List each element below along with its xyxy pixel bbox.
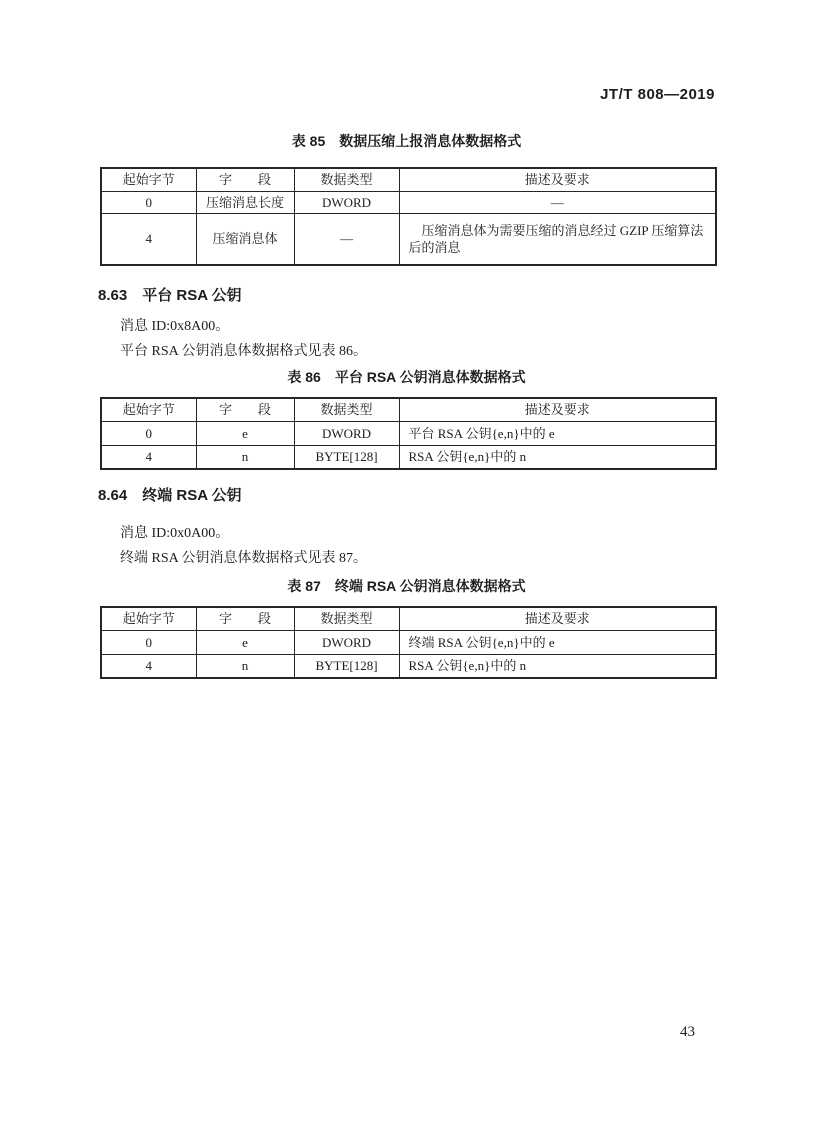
table-87-caption: 表 87 终端 RSA 公钥消息体数据格式 <box>287 578 526 594</box>
cell-data-type: DWORD <box>294 191 399 213</box>
cell-description: 终端 RSA 公钥{e,n}中的 e <box>399 630 716 654</box>
cell-data-type: DWORD <box>294 630 399 654</box>
cell-start-byte: 4 <box>101 654 196 678</box>
table-row <box>101 445 716 469</box>
cell-data-type: BYTE[128] <box>294 445 399 469</box>
cell-field: n <box>196 445 294 469</box>
table-row <box>101 213 716 265</box>
cell-field: e <box>196 421 294 445</box>
col-header-field: 字 段 <box>196 398 294 421</box>
running-header: JT/T 808—2019 <box>600 86 715 103</box>
table-85-header-row <box>101 168 716 191</box>
paragraph-table-ref: 终端 RSA 公钥消息体数据格式见表 87。 <box>120 551 367 566</box>
paragraph-message-id: 消息 ID:0x0A00。 <box>120 526 230 541</box>
col-header-data-type: 数据类型 <box>294 168 399 191</box>
table-row <box>101 191 716 213</box>
paragraph-message-id: 消息 ID:0x8A00。 <box>120 319 230 334</box>
cell-field: e <box>196 630 294 654</box>
cell-start-byte: 0 <box>101 630 196 654</box>
cell-start-byte: 4 <box>101 213 196 265</box>
col-header-start-byte: 起始字节 <box>101 607 196 630</box>
cell-description: — <box>399 191 716 213</box>
cell-description: RSA 公钥{e,n}中的 n <box>399 654 716 678</box>
table-row <box>101 630 716 654</box>
cell-data-type: BYTE[128] <box>294 654 399 678</box>
cell-start-byte: 4 <box>101 445 196 469</box>
cell-start-byte: 0 <box>101 191 196 213</box>
col-header-start-byte: 起始字节 <box>101 168 196 191</box>
table-87-header-row <box>101 607 716 630</box>
table-85-caption: 表 85 数据压缩上报消息体数据格式 <box>291 133 522 149</box>
table-87 <box>100 606 717 679</box>
col-header-field: 字 段 <box>196 607 294 630</box>
col-header-description: 描述及要求 <box>399 168 716 191</box>
cell-description: 压缩消息体为需要压缩的消息经过 GZIP 压缩算法后的消息 <box>399 213 716 265</box>
cell-field: 压缩消息体 <box>196 213 294 265</box>
section-heading-8-64: 8.64 终端 RSA 公钥 <box>98 487 242 504</box>
paragraph-table-ref: 平台 RSA 公钥消息体数据格式见表 86。 <box>120 344 367 359</box>
page-number: 43 <box>680 1024 695 1040</box>
col-header-data-type: 数据类型 <box>294 607 399 630</box>
cell-start-byte: 0 <box>101 421 196 445</box>
table-row <box>101 421 716 445</box>
table-row <box>101 654 716 678</box>
cell-data-type: — <box>294 213 399 265</box>
table-86 <box>100 397 717 470</box>
col-header-description: 描述及要求 <box>399 607 716 630</box>
cell-data-type: DWORD <box>294 421 399 445</box>
col-header-start-byte: 起始字节 <box>101 398 196 421</box>
col-header-description: 描述及要求 <box>399 398 716 421</box>
cell-description: RSA 公钥{e,n}中的 n <box>399 445 716 469</box>
cell-field: 压缩消息长度 <box>196 191 294 213</box>
table-85 <box>100 167 717 266</box>
table-86-caption: 表 86 平台 RSA 公钥消息体数据格式 <box>287 369 526 385</box>
cell-description: 平台 RSA 公钥{e,n}中的 e <box>399 421 716 445</box>
page-content <box>98 0 715 679</box>
col-header-data-type: 数据类型 <box>294 398 399 421</box>
col-header-field: 字 段 <box>196 168 294 191</box>
cell-field: n <box>196 654 294 678</box>
table-86-header-row <box>101 398 716 421</box>
section-heading-8-63: 8.63 平台 RSA 公钥 <box>98 287 242 304</box>
